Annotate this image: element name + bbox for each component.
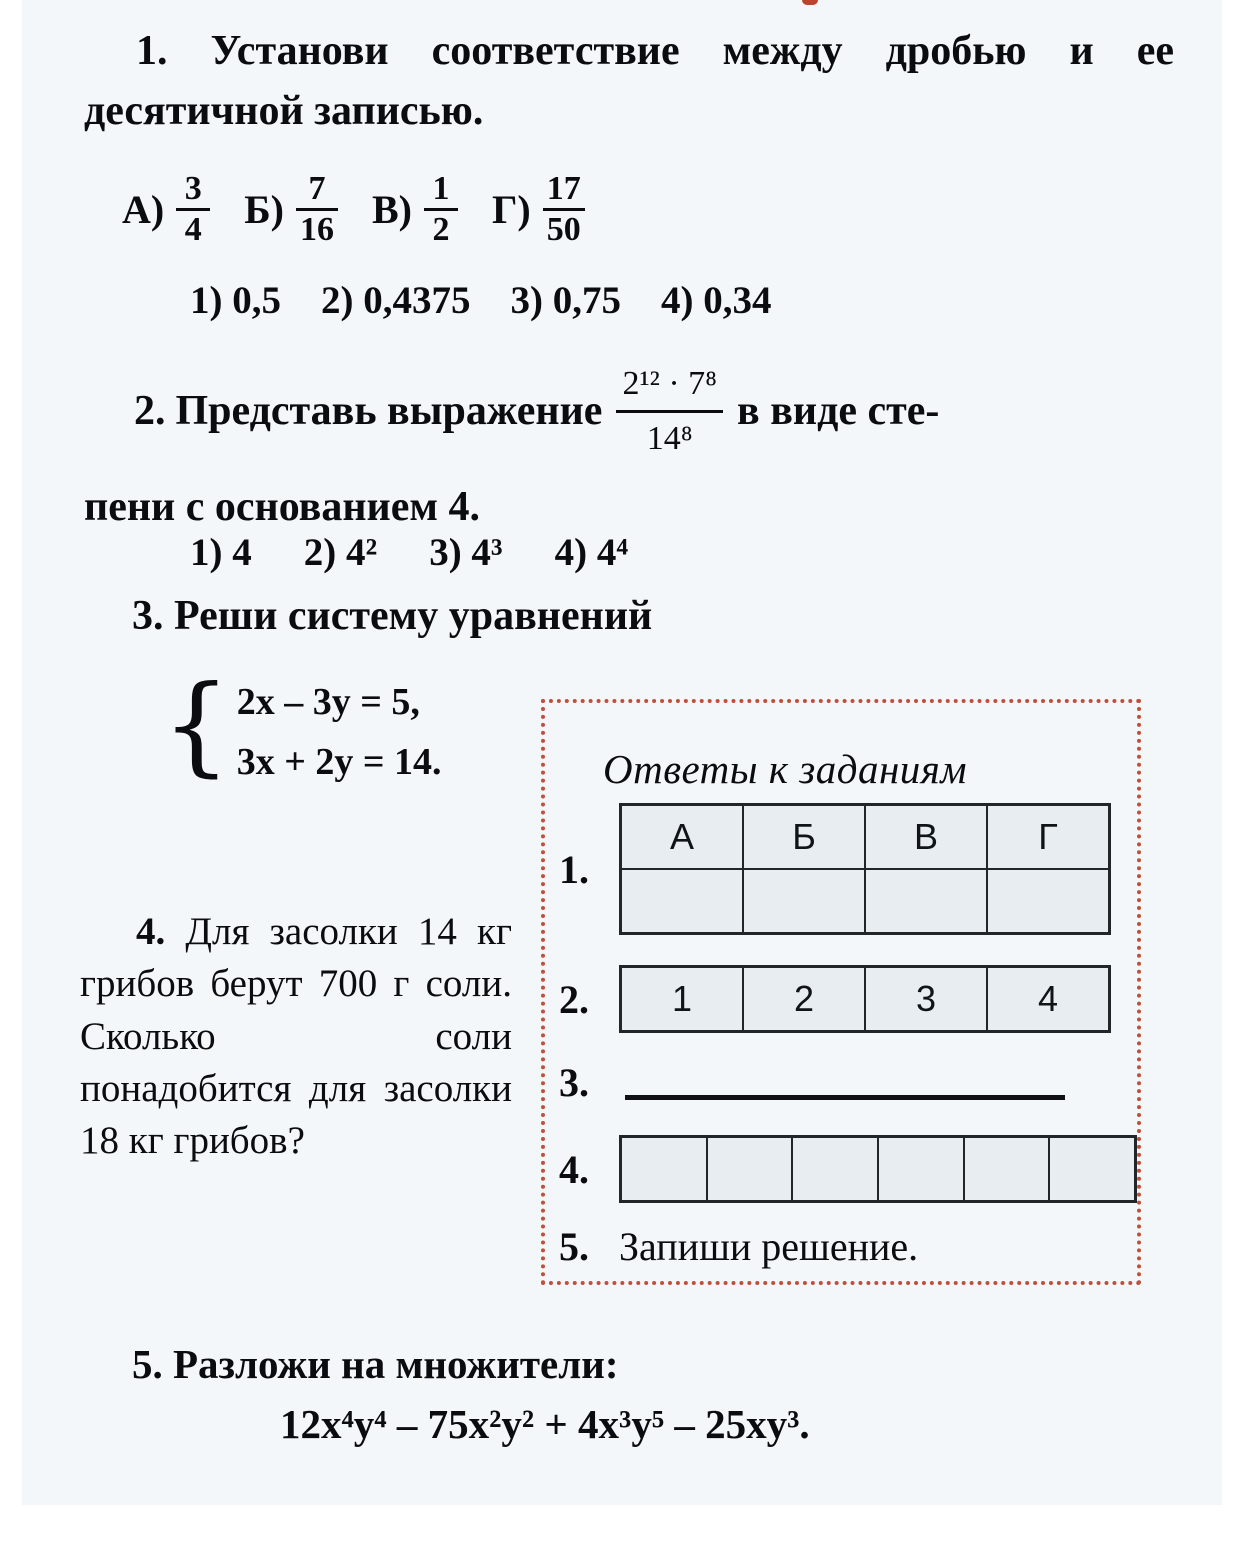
fraction-a-denominator: 4: [184, 211, 202, 248]
table-row: [621, 805, 1110, 870]
fraction-b-denominator: 16: [299, 211, 334, 248]
answer-grid-1: [619, 803, 1111, 935]
task-3-heading-text: Реши систему уравнений: [174, 593, 653, 639]
task-1-option-2: 2) 0,4375: [321, 279, 471, 322]
task-3-number: 3.: [132, 593, 164, 639]
system-brace: {: [162, 663, 231, 788]
answer-row-3: [559, 1059, 1065, 1106]
task-1-option-3: 3) 0,75: [510, 279, 621, 322]
answer-row-5-text: Запиши решение.: [619, 1224, 919, 1269]
fraction-label-a: А): [122, 187, 165, 232]
fraction-a: [176, 172, 210, 247]
answer-row-5-label: 5.: [559, 1224, 589, 1269]
task-2-options: [190, 530, 680, 575]
task-4-number: 4.: [136, 910, 166, 953]
task-5-number: 5.: [132, 1341, 163, 1387]
fraction-option-g: [492, 172, 585, 247]
task-4-body: Для засолки 14 кг грибов берут 700 г соли. Сколько соли понадобится для засолки 18 кг грибов?: [80, 910, 512, 1162]
fraction-option-v: [372, 172, 458, 247]
answer-row-1-label: 1.: [559, 846, 589, 892]
answers-box: [541, 699, 1141, 1285]
fraction-b-numerator: 7: [308, 170, 326, 207]
fraction-v-numerator: 1: [432, 170, 450, 207]
answer-grid-1-header-v: В: [865, 805, 987, 870]
table-row: [621, 1137, 1136, 1202]
task-3-equation-2: 3x + 2y = 14.: [236, 741, 442, 783]
task-1-options: [190, 278, 812, 323]
task-5-heading: [132, 1340, 618, 1388]
answer-grid-4-cell-1[interactable]: [621, 1137, 707, 1202]
fraction-g: [543, 172, 585, 247]
table-row: [621, 967, 1110, 1032]
answers-box-title: Ответы к заданиям: [603, 746, 968, 792]
fraction-g-denominator: 50: [546, 211, 581, 248]
answer-grid-2: [619, 965, 1111, 1033]
task-1-heading-text: Установи соответствие между дробью и ее десятичной записью.: [84, 28, 1175, 134]
task-3-heading: [132, 592, 652, 640]
task-2-heading: [84, 358, 1179, 537]
answer-row-3-label: 3.: [559, 1060, 589, 1105]
answer-row-5: [559, 1223, 918, 1270]
fraction-label-g: Г): [491, 187, 531, 232]
answer-grid-1-cell-a[interactable]: [621, 869, 744, 934]
task-2-expression: [616, 358, 723, 464]
task-4-text: [80, 906, 512, 1167]
answer-grid-2-cell-4[interactable]: 4: [987, 967, 1110, 1032]
answer-grid-1-cell-g[interactable]: [987, 869, 1110, 934]
task-1-number: 1.: [136, 28, 168, 74]
task-2-option-3: 3) 4³: [429, 531, 503, 574]
answer-grid-2-cell-1[interactable]: 1: [621, 967, 744, 1032]
answer-row-2: [559, 965, 1111, 1033]
fraction-label-b: Б): [244, 187, 284, 232]
fraction-v: [424, 172, 458, 247]
task-3-equation-1: 2x – 3y = 5,: [236, 681, 420, 723]
task-2-expression-numerator: 2¹² · 7⁸: [622, 365, 718, 402]
task-1-fraction-list: [122, 152, 842, 267]
task-1-option-4: 4) 0,34: [661, 279, 772, 322]
answer-grid-4-cell-5[interactable]: [964, 1137, 1050, 1202]
task-2-option-4: 4) 4⁴: [554, 531, 629, 574]
table-row: [621, 869, 1110, 934]
answer-grid-1-cell-b[interactable]: [743, 869, 865, 934]
answer-row-4-label: 4.: [559, 1146, 589, 1192]
answer-grid-4-cell-6[interactable]: [1049, 1137, 1135, 1202]
fraction-v-denominator: 2: [432, 211, 450, 248]
answer-grid-4-cell-4[interactable]: [878, 1137, 964, 1202]
task-2-option-1: 1) 4: [190, 531, 252, 574]
answer-row-4: [559, 1135, 1137, 1203]
fraction-b: [296, 172, 338, 247]
worksheet-page: [22, 0, 1222, 1505]
task-2-option-2: 2) 4²: [303, 531, 378, 574]
answer-grid-4-cell-3[interactable]: [792, 1137, 878, 1202]
answer-row-1: [559, 803, 1111, 935]
cropped-red-mark: [802, 0, 818, 5]
fraction-option-b: [244, 172, 338, 247]
answer-row-2-label: 2.: [559, 976, 589, 1022]
task-2-heading-line2: пени с основанием 4.: [84, 484, 481, 531]
answer-grid-1-header-b: Б: [743, 805, 865, 870]
answer-grid-1-cell-v[interactable]: [865, 869, 987, 934]
answer-grid-4-cell-2[interactable]: [707, 1137, 793, 1202]
task-1-heading: [84, 22, 1174, 141]
fraction-g-numerator: 17: [546, 170, 581, 207]
fraction-a-numerator: 3: [184, 170, 202, 207]
fraction-option-a: [122, 172, 210, 247]
task-5-expression: 12x⁴y⁴ – 75x²y² + 4x³y⁵ – 25xy³.: [280, 1401, 810, 1447]
task-2-heading-part1: Представь выражение: [175, 387, 603, 434]
fraction-label-v: В): [371, 187, 412, 232]
task-3-equation-system: [162, 663, 442, 792]
task-1-option-1: 1) 0,5: [190, 279, 281, 322]
answer-grid-2-cell-2[interactable]: 2: [743, 967, 865, 1032]
answer-grid-4: [619, 1135, 1137, 1203]
answer-row-3-write-line[interactable]: [625, 1095, 1065, 1100]
task-2-heading-part2: в виде сте-: [737, 387, 940, 434]
answer-grid-1-header-g: Г: [987, 805, 1110, 870]
answer-grid-2-cell-3[interactable]: 3: [865, 967, 987, 1032]
task-2-number: 2.: [134, 387, 166, 434]
answer-grid-1-header-a: А: [621, 805, 744, 870]
task-2-expression-denominator: 14⁸: [646, 419, 693, 457]
task-5-heading-text: Разложи на множители:: [173, 1341, 619, 1387]
